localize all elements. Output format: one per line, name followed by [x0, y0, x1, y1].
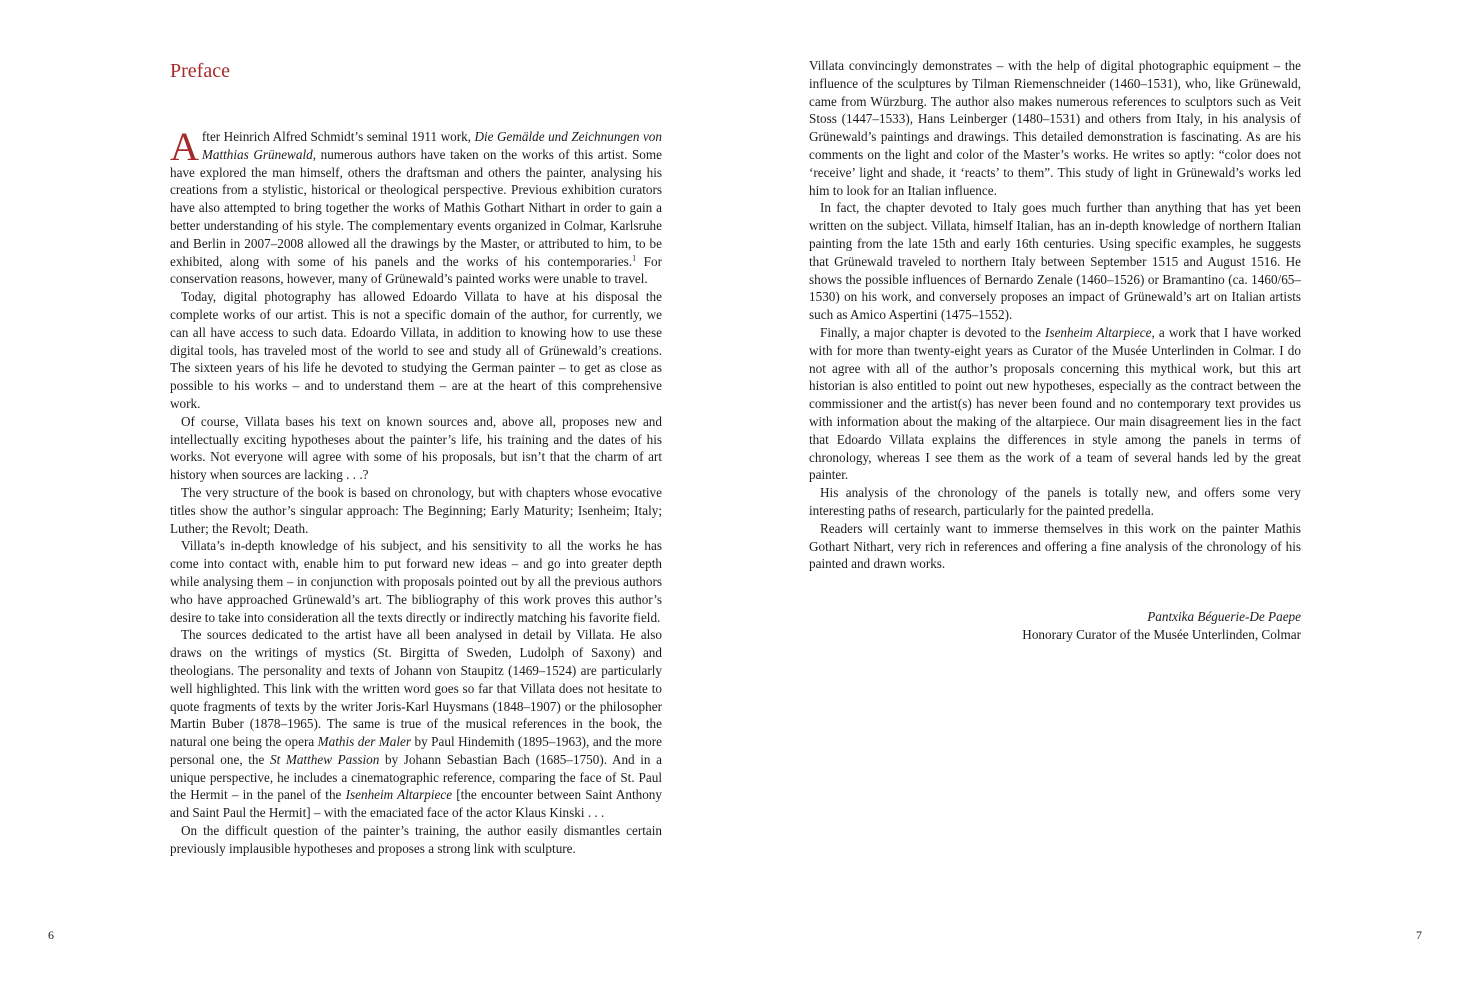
- text-run: fter Heinrich Alfred Schmidt’s seminal 1911 work,: [201, 129, 475, 144]
- text-run: His analysis of the chronology of the panels is totally new, and offers some very interesting paths of research, particularly for the painted predella.: [809, 485, 1301, 518]
- right-page: [736, 0, 1472, 994]
- page-title: Preface: [170, 60, 230, 82]
- text-run: The sources dedicated to the artist have all been analysed in detail by Villata. He also draws on the writings of mystics (St. Birgitta of Sweden, Ludolph of Saxony) and theologians. The personality and texts of Johann von Staupitz (1469–1524) are particularly well highlighted. This link with the written word goes so far that Villata does not hesitate to quote fragments of texts by the writer Joris-Karl Huysmans (1848–1907) or the philosopher Martin Buber (1878–1965). The same is true of the musical references in the book, the natural one being the opera: [170, 627, 662, 750]
- signature-title: Honorary Curator of the Musée Unterlinden, Colmar: [1022, 626, 1301, 642]
- italic-title: Isenheim Altarpiece: [345, 787, 453, 803]
- text-run: On the difficult question of the painter’s training, the author easily dismantles certain previously implausible hypotheses and proposes a strong link with sculpture.: [170, 823, 662, 856]
- paragraph: [170, 822, 662, 858]
- paragraph: [170, 484, 662, 537]
- drop-cap: A: [170, 124, 199, 169]
- text-run: In fact, the chapter devoted to Italy goes much further than anything that has yet been written on the subject. Villata, himself Italian, has an in-depth knowledge of northern Italian painting from the late 15th and early 16th centuries. Using specific examples, he suggests that Grünewald traveled to northern Italy between September 1515 and August 1516. He shows the possible influences of Bernardo Zenale (1460–1526) or Bramantino (ca. 1460/65–1530) on his work, and conversely proposes an impact of Grünewald’s art on Italian artists such as Amico Aspertini (1475–1552).: [809, 200, 1301, 323]
- signature-name: Pantxika Béguerie-De Paepe: [1147, 609, 1301, 624]
- text-run: The very structure of the book is based on chronology, but with chapters whose evocative titles show the author’s singular approach: The Beginning; Early Maturity; Isenheim; Italy; Luther; the Revolt; Death.: [170, 484, 662, 536]
- text-run: , numerous authors have taken on the works of this artist. Some have explored the man himself, others the draftsman and others the painter, analysing his creations from a stylistic, historical or theological perspective. Previous exhibition curators have also attempted to bring together the works of Mathis Gothart Nithart in order to gain a better understanding of his style. The complementary events organized in Colmar, Karlsruhe and Berlin in 2007–2008 allowed all the drawings by the Master, or attributed to him, to be exhibited, along with some of his panels and the works of his contemporaries.: [170, 146, 663, 269]
- italic-title: Die Gemälde und Zeichnungen von Matthias Grünewald: [201, 129, 662, 162]
- text-run: Villata’s in-depth knowledge of his subject, and his sensitivity to all the works he has come into contact with, enable him to put forward new ideas – and go into greater depth while analysing them – in conjunction with proposals pointed out by all the previous authors who have approached Grünewald’s art. The bibliography of this work proves this author’s desire to take into consideration all the texts directly or indirectly matching his favorite field.: [170, 538, 662, 625]
- italic-title: St Matthew Passion: [269, 751, 380, 767]
- paragraph: [170, 626, 662, 822]
- paragraph: [809, 324, 1301, 484]
- text-run: Of course, Villata bases his text on known sources and, above all, proposes new and intellectually exciting hypotheses about the painter’s life, his training and the dates of his works. Not everyone will agree with some of his proposals, but isn’t that the charm of art history when sources are lacking . . .?: [170, 413, 662, 483]
- text-run: Readers will certainly want to immerse themselves in this work on the painter Mathis Gothart Nithart, very rich in references and offering a fine analysis of the chronology of his painted and drawn works.: [809, 520, 1301, 572]
- text-run: by Johann Sebastian Bach (1685–1750). And in a unique perspective, he includes a cinematographic reference, comparing the face of St. Paul the Hermit – in the panel of the: [170, 751, 662, 803]
- text-run: Today, digital photography has allowed Edoardo Villata to have at his disposal the complete works of our artist. This is not a specific domain of the author, for currently, we can all have access to such data. Edoardo Villata, in addition to knowing how to use these digital tools, has traveled most of the world to see and study all of Grünewald’s creations. The sixteen years of his life he devoted to studying the German painter – to get as close as possible to his works – and to understand them – are at the heart of this comprehensive work.: [170, 289, 662, 411]
- page-number-left: 6: [48, 928, 54, 942]
- paragraph: [809, 484, 1301, 520]
- text-run: by Paul Hindemith (1895–1963), and the more personal one, the: [170, 734, 662, 767]
- text-run: [the encounter between Saint Anthony and Saint Paul the Hermit] – with the emaciated face of the actor Klaus Kinski . . .: [170, 787, 662, 821]
- page-number-right: 7: [1416, 928, 1422, 942]
- paragraph: [809, 520, 1301, 573]
- italic-title: Mathis der Maler: [317, 734, 412, 750]
- left-text-column: [170, 124, 663, 858]
- footnote-marker: 1: [632, 253, 637, 263]
- right-text-column: [809, 57, 1301, 573]
- paragraph: [170, 537, 662, 626]
- text-run: Finally, a major chapter is devoted to the: [820, 324, 1046, 340]
- paragraph: [170, 413, 662, 484]
- paragraph: [809, 57, 1301, 199]
- paragraph: [170, 124, 663, 288]
- paragraph: [170, 288, 662, 413]
- text-run: Villata convincingly demonstrates – with the help of digital photographic equipment – the influence of the sculptures by Tilman Riemenschneider (1460–1531), who, like Grünewald, came from Würzburg. The author also makes numerous references to sculptors such as Veit Stoss (1447–1533), Hans Leinberger (1480–1531) and others from Italy, in his analysis of Grünewald’s paintings and drawings. This detailed demonstration is fascinating. As are his comments on the light and color of the Master’s works. He writes so aptly: “color does not ‘receive’ light and shade, it ‘reacts’ to them”. This study of light in Grünewald’s works led him to look for an Italian influence.: [809, 58, 1301, 198]
- text-run: For conservation reasons, however, many of Grünewald’s painted works were unable to travel.: [170, 253, 662, 287]
- signature-block: [809, 608, 1301, 644]
- text-run: , a work that I have worked with for more than twenty-eight years as Curator of the Musée Unterlinden in Colmar. I do not agree with all of the author’s proposals concerning this mythical work, but this art historian is also entitled to point out new hypotheses, especially as the contract between the commissioner and the artist(s) has never been found and no contemporary text provides us with information about the making of the altarpiece. Our main disagreement lies in the fact that Edoardo Villata explains the differences in style among the panels in terms of chronology, whereas I see them as the work of a team of several hands led by the great painter.: [809, 324, 1301, 483]
- paragraph: [809, 199, 1301, 324]
- italic-title: Isenheim Altarpiece: [1045, 324, 1152, 340]
